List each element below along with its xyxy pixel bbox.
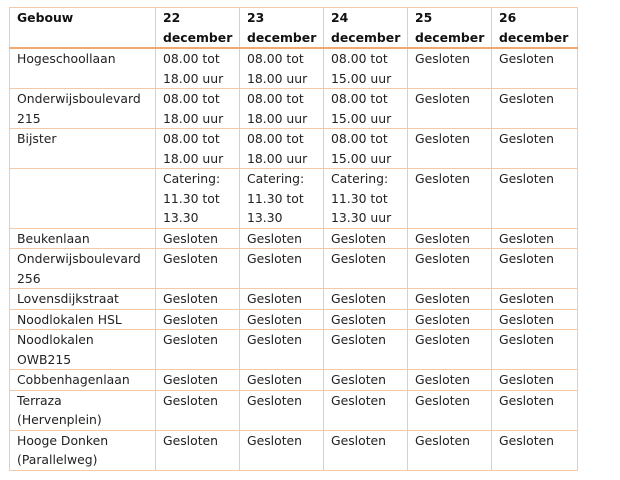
hours-cell: Gesloten (324, 309, 408, 330)
hours-cell: Gesloten (324, 390, 408, 430)
building-name-cell: Lovensdijkstraat (10, 289, 156, 310)
hours-cell: 08.00 tot 18.00 uur (156, 129, 240, 169)
hours-cell: Gesloten (324, 249, 408, 289)
hours-cell: Gesloten (240, 430, 324, 470)
hours-cell: Gesloten (408, 309, 492, 330)
hours-cell: Gesloten (408, 430, 492, 470)
table-row (10, 370, 578, 391)
hours-cell: Gesloten (240, 370, 324, 391)
column-header-25-december: 25 december (408, 8, 492, 49)
hours-cell: Gesloten (156, 370, 240, 391)
hours-cell: Gesloten (156, 249, 240, 289)
table-row (10, 330, 578, 370)
hours-cell: 08.00 tot 15.00 uur (324, 48, 408, 89)
hours-cell: 08.00 tot 15.00 uur (324, 129, 408, 169)
hours-cell: 08.00 tot 18.00 uur (240, 129, 324, 169)
hours-cell: Gesloten (408, 89, 492, 129)
hours-cell: Gesloten (492, 289, 578, 310)
hours-cell: Gesloten (240, 249, 324, 289)
hours-cell: Gesloten (240, 330, 324, 370)
hours-cell: Gesloten (324, 228, 408, 249)
hours-cell: Gesloten (408, 169, 492, 229)
hours-cell: Gesloten (492, 129, 578, 169)
building-name-cell: Hogeschoollaan (10, 48, 156, 89)
hours-cell: Gesloten (492, 48, 578, 89)
hours-cell: Gesloten (408, 289, 492, 310)
hours-cell: 08.00 tot 18.00 uur (156, 48, 240, 89)
building-name-cell: Noodlokalen OWB215 (10, 330, 156, 370)
hours-cell: Catering: 11.30 tot 13.30 uur (324, 169, 408, 229)
building-name-cell (10, 169, 156, 229)
building-name-cell: Hooge Donken (Parallelweg) (10, 430, 156, 470)
hours-cell: Gesloten (492, 330, 578, 370)
table-row (10, 430, 578, 470)
hours-cell: Gesloten (240, 289, 324, 310)
hours-cell: Gesloten (492, 309, 578, 330)
column-header-26-december: 26 december (492, 8, 578, 49)
opening-hours-table (9, 7, 578, 471)
table-row (10, 309, 578, 330)
hours-cell: Gesloten (156, 330, 240, 370)
hours-cell: Gesloten (408, 228, 492, 249)
hours-cell: Gesloten (156, 289, 240, 310)
hours-cell: Gesloten (492, 228, 578, 249)
hours-cell: Gesloten (156, 390, 240, 430)
hours-cell: Gesloten (492, 169, 578, 229)
table-row (10, 169, 578, 229)
hours-cell: Gesloten (324, 330, 408, 370)
table-header (10, 8, 578, 49)
building-name-cell: Bijster (10, 129, 156, 169)
hours-cell: Gesloten (492, 430, 578, 470)
hours-cell: Gesloten (156, 228, 240, 249)
table-row (10, 129, 578, 169)
hours-cell: Gesloten (324, 430, 408, 470)
hours-cell: Gesloten (240, 228, 324, 249)
column-header-gebouw: Gebouw (10, 8, 156, 49)
hours-cell: Gesloten (324, 370, 408, 391)
hours-cell: Gesloten (408, 48, 492, 89)
table-row (10, 249, 578, 289)
hours-cell: Gesloten (408, 330, 492, 370)
building-name-cell: Onderwijsboulevard 215 (10, 89, 156, 129)
hours-cell: Gesloten (492, 390, 578, 430)
hours-cell: Gesloten (492, 370, 578, 391)
column-header-23-december: 23 december (240, 8, 324, 49)
hours-cell: Gesloten (492, 89, 578, 129)
hours-cell: Gesloten (408, 249, 492, 289)
table-row (10, 89, 578, 129)
table-row (10, 228, 578, 249)
hours-cell: 08.00 tot 18.00 uur (240, 48, 324, 89)
hours-cell: Gesloten (408, 390, 492, 430)
hours-cell: Gesloten (156, 430, 240, 470)
hours-cell: Gesloten (240, 309, 324, 330)
building-name-cell: Cobbenhagenlaan (10, 370, 156, 391)
hours-cell: Gesloten (240, 390, 324, 430)
column-header-24-december: 24 december (324, 8, 408, 49)
table-row (10, 390, 578, 430)
hours-cell: Gesloten (324, 289, 408, 310)
building-name-cell: Beukenlaan (10, 228, 156, 249)
table-row (10, 48, 578, 89)
hours-cell: Gesloten (492, 249, 578, 289)
building-name-cell: Noodlokalen HSL (10, 309, 156, 330)
hours-cell: Gesloten (408, 370, 492, 391)
hours-cell: 08.00 tot 15.00 uur (324, 89, 408, 129)
hours-cell: Catering: 11.30 tot 13.30 (240, 169, 324, 229)
hours-cell: Gesloten (408, 129, 492, 169)
building-name-cell: Onderwijsboulevard 256 (10, 249, 156, 289)
header-row (10, 8, 578, 49)
hours-cell: Gesloten (156, 309, 240, 330)
table-body (10, 48, 578, 470)
building-name-cell: Terraza (Hervenplein) (10, 390, 156, 430)
hours-cell: 08.00 tot 18.00 uur (156, 89, 240, 129)
hours-cell: Catering: 11.30 tot 13.30 (156, 169, 240, 229)
table-row (10, 289, 578, 310)
column-header-22-december: 22 december (156, 8, 240, 49)
hours-cell: 08.00 tot 18.00 uur (240, 89, 324, 129)
